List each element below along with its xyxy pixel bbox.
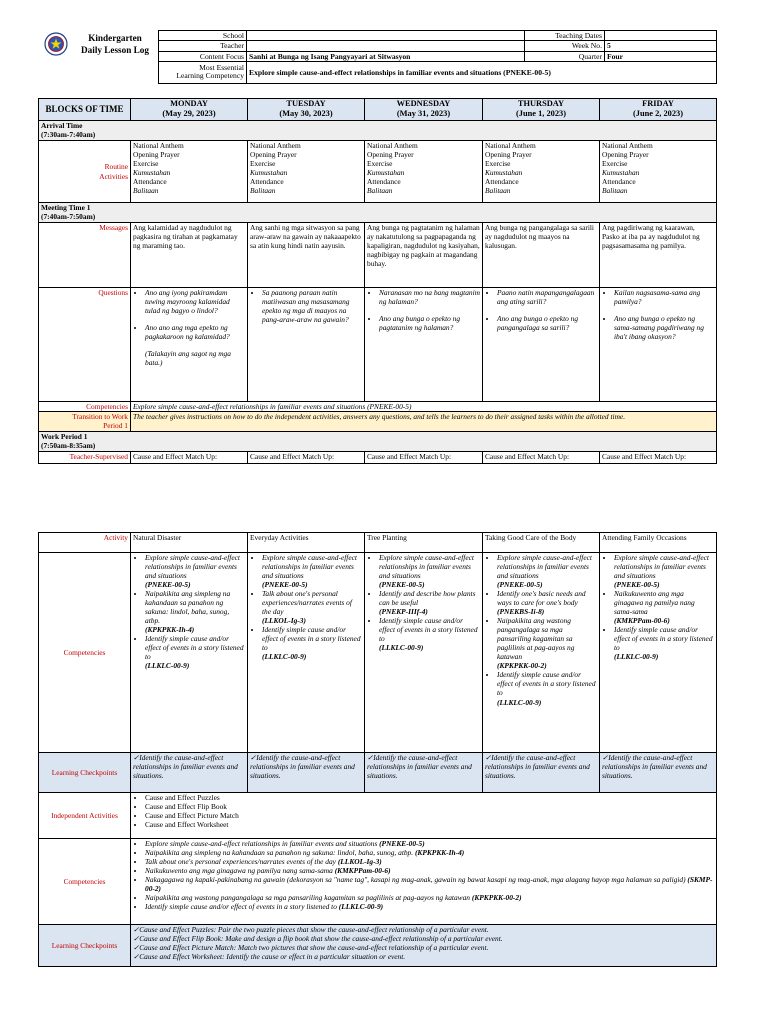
routine-cell-tuesday: [248, 141, 365, 203]
independent-label: Independent Activities: [39, 793, 131, 839]
week-value: 5: [605, 41, 717, 51]
competency-code: (LLKLC-00-9): [145, 661, 190, 671]
competency-text: Explore simple cause-and-effect relationships in familiar events and situations: [614, 553, 709, 581]
routine-item: Balitaan: [367, 186, 393, 196]
competency-code: (SKMP-00-2): [145, 875, 713, 894]
competencies2-tuesday: [248, 553, 365, 753]
competency-item: [145, 902, 714, 911]
section-label: Meeting Time 1: [41, 203, 91, 212]
work-period-row: [39, 432, 717, 452]
routine-item: Exercise: [367, 159, 393, 169]
quarter-value: Four: [605, 51, 717, 61]
competencies2-label: Competencies: [39, 553, 131, 753]
routine-item: Exercise: [250, 159, 276, 169]
competency-text: Talk about one's personal experiences/narrates events of the day: [145, 857, 336, 867]
checkpoint-item: ✓ Cause and Effect Flip Book: Make and design a flip book that show the cause-and-effect relationship of a particular event.: [133, 934, 714, 943]
checkpoint-item: ✓ Cause and Effect Puzzles: Pair the two puzzle pieces that show the cause-and-effect relationship of a particular event.: [133, 925, 714, 934]
competency-item: [614, 553, 714, 589]
routine-item: Balitaan: [250, 186, 276, 196]
school-label: School: [159, 31, 247, 41]
transition-value: The teacher gives instructions on how to do the independent activities, answers any questions, and tells the learners to do their assigned tasks within the allotted time.: [131, 412, 717, 432]
routine-item: Opening Prayer: [367, 150, 414, 160]
routine-cell-thursday: [483, 141, 600, 203]
activity-row: [39, 533, 717, 553]
transition-label-2: Period 1: [103, 421, 128, 431]
competency-item: [145, 875, 714, 893]
school-value: [247, 31, 525, 41]
day-header-tuesday: [248, 99, 365, 121]
independent-item: • Cause and Effect Worksheet: [145, 820, 714, 829]
routine-item: Balitaan: [133, 186, 159, 196]
competencies2-wednesday: [365, 553, 483, 753]
message-monday: Ang kalamidad ay nagdudulot ng pagkasira ng tirahan at pagkamatay ng maraming tao.: [131, 223, 248, 288]
checkpoints2-label: Learning Checkpoints: [39, 925, 131, 967]
activity-label: Activity: [39, 533, 131, 553]
competency-item: [379, 553, 480, 589]
competency-text: Identify simple cause and/or effect of events in a story listened to: [379, 616, 478, 644]
competency-code: (KPKPKK-00-2): [497, 661, 547, 671]
routine-item: Kumustahan: [602, 168, 640, 178]
checkpoint-friday: [600, 753, 717, 793]
message-thursday: Ang bunga ng pangangalaga sa sarili ay nagdudulot ng maayos na kalusugan.: [483, 223, 600, 288]
message-friday: Ang pagdiriwang ng kaarawan, Pasko at iba pa ay nagdudulot ng pagsasamasama ng pamilya.: [600, 223, 717, 288]
day-date: (May 31, 2023): [396, 109, 451, 119]
checkpoint-item: ✓ Identify the cause-and-effect relationships in familiar events and situations.: [602, 753, 714, 780]
section-time: (7:30am-7:40am): [41, 130, 96, 140]
competency-text: Identify and describe how plants can be useful: [379, 589, 476, 608]
competency-code: (KMKPPam-00-6): [614, 616, 670, 626]
checkpoint-item: ✓ Identify the cause-and-effect relationships in familiar events and situations.: [485, 753, 597, 780]
checkpoint-item: ✓ Cause and Effect Picture Match: Match two pictures that show the cause-and-effect relationship of a particular event.: [133, 943, 714, 952]
seal-icon: [44, 32, 68, 56]
checkpoint-item: ✓ Identify the cause-and-effect relationships in familiar events and situations.: [367, 753, 480, 780]
routine-item: National Anthem: [133, 141, 184, 150]
competencies-row: [39, 402, 717, 412]
competencies3-row: [39, 839, 717, 925]
routine-item: Kumustahan: [133, 168, 171, 178]
teacher-supervised-thursday: Cause and Effect Match Up:: [483, 452, 600, 464]
competency-text: Identify simple cause and/or effect of events in a story listened to: [145, 902, 337, 912]
checkpoints2-row: [39, 925, 717, 967]
content-focus-label: Content Focus: [159, 51, 247, 61]
checkpoint-thursday: [483, 753, 600, 793]
activity-monday: Natural Disaster: [131, 533, 248, 553]
day-name: FRIDAY: [642, 99, 674, 108]
competency-code: (PNEKE-00-5): [614, 580, 660, 590]
competency-item: [145, 866, 714, 875]
competencies-value: Explore simple cause-and-effect relationships in familiar events and situations (PNEKE-00-5): [131, 402, 717, 412]
competency-code: (PNEKBS-Ii-8): [497, 607, 545, 617]
day-header-wednesday: [365, 99, 483, 121]
routine-label-2: Activities: [99, 171, 128, 181]
teacher-supervised-wednesday: Cause and Effect Match Up:: [365, 452, 483, 464]
questions-wednesday: [365, 288, 483, 402]
dll-table-2: [38, 532, 717, 967]
checkpoints2-list: [131, 925, 717, 967]
competency-label-line-1: Most Essential: [199, 62, 244, 72]
checkpoint-item: ✓ Cause and Effect Worksheet: Identify the cause or effect in a particular situation or event.: [133, 952, 714, 961]
competency-item: [145, 553, 245, 589]
routine-item: Attendance: [602, 177, 636, 187]
competency-item: [145, 857, 714, 866]
competency-code: (KPKPKK-00-2): [471, 893, 522, 903]
content-focus-value: Sanhi at Bunga ng Isang Pangyayari at Sitwasyon: [247, 51, 525, 61]
routine-item: National Anthem: [485, 141, 536, 150]
routine-item: Kumustahan: [250, 168, 288, 178]
competency-item: [614, 589, 714, 625]
section-label: Work Period 1: [41, 432, 88, 442]
competency-item: [497, 553, 597, 589]
competencies2-friday: [600, 553, 717, 753]
teacher-value: [247, 41, 525, 51]
questions-tuesday: [248, 288, 365, 402]
day-header-monday: [131, 99, 248, 121]
transition-label-1: Transition to Work: [72, 412, 128, 422]
competencies-label: Competencies: [39, 402, 131, 412]
teacher-supervised-friday: Cause and Effect Match Up:: [600, 452, 717, 464]
routine-item: Attendance: [250, 177, 284, 187]
competency-text: Explore simple cause-and-effect relationships in familiar events and situations: [262, 553, 357, 581]
title-line-1: Kindergarten: [88, 33, 142, 43]
work-period-label: [39, 432, 717, 452]
question-item: • Ano ang bunga o epekto ng pangangalaga sa sarili?: [497, 314, 597, 332]
competency-text: Explore simple cause-and-effect relationships in familiar events and situations: [145, 553, 240, 581]
messages-row: [39, 223, 717, 288]
competency-text: Identify simple cause and/or effect of events in a story listened to: [145, 634, 244, 662]
routine-item: Opening Prayer: [485, 150, 532, 160]
competency-item: [497, 670, 597, 706]
question-item: • Ano ang bunga o epekto ng sama-samang pagdiriwang ng iba't ibang okasyon?: [614, 314, 714, 341]
activity-friday: Attending Family Occasions: [600, 533, 717, 553]
routine-item: Balitaan: [485, 186, 511, 196]
competency-value: Explore simple cause-and-effect relationships in familiar events and situations (PNEKE-00-5): [247, 61, 717, 83]
title-line-2: Daily Lesson Log: [81, 44, 149, 55]
question-item: • Paano natin mapangangalagaan ang ating sarili?: [497, 288, 597, 306]
question-item: • Ano ang bunga o epekto ng pagtatanim ng halaman?: [379, 314, 480, 332]
activity-thursday: Taking Good Care of the Body: [483, 533, 600, 553]
independent-item: • Cause and Effect Puzzles: [145, 793, 714, 802]
arrival-row: [39, 121, 717, 141]
transition-row: [39, 412, 717, 432]
section-time: (7:40am-7:50am): [41, 212, 96, 222]
competency-text: Naikukuwento ang mga ginagawa ng pamilya nang sama-sama: [145, 866, 333, 876]
competency-code: (LLKLC-00-9): [262, 652, 307, 662]
competency-code: (PNEKE-00-5): [379, 580, 425, 590]
routine-item: Opening Prayer: [602, 150, 649, 160]
section-label: Arrival Time: [41, 121, 83, 130]
questions-friday: [600, 288, 717, 402]
competency-item: [145, 589, 245, 634]
competency-code: (PNEKE-00-5): [379, 839, 425, 848]
competency-code: (KPKPKK-Ih-4): [145, 625, 195, 635]
competency-item: [145, 848, 714, 857]
competency-code: (LLKOL-Ig-3): [262, 616, 306, 626]
routine-item: Exercise: [133, 159, 159, 169]
day-date: (May 30, 2023): [279, 109, 333, 119]
competencies2-thursday: [483, 553, 600, 753]
routine-item: Attendance: [133, 177, 167, 187]
routine-item: National Anthem: [602, 141, 653, 150]
routine-item: Attendance: [367, 177, 401, 187]
competency-code: (LLKLC-00-9): [379, 643, 424, 653]
competency-item: [145, 634, 245, 670]
routine-cell-wednesday: [365, 141, 483, 203]
competency-code: (LLKLC-00-9): [338, 902, 384, 912]
routine-item: Kumustahan: [485, 168, 523, 178]
checkpoints-label: Learning Checkpoints: [39, 753, 131, 793]
meeting-row: [39, 203, 717, 223]
competency-text: Naikukuwento ang mga ginagawa ng pamilya nang sama-sama: [614, 589, 695, 617]
checkpoints-row: [39, 753, 717, 793]
meeting-time-label: [39, 203, 717, 223]
competency-code: (PNEKE-00-5): [497, 580, 543, 590]
blocks-of-time-label: BLOCKS OF TIME: [39, 99, 131, 121]
message-tuesday: Ang sanhi ng mga sitwasyon sa pang araw-araw na gawain ay nakaaapekto sa atin kung hindi natin aayusin.: [248, 223, 365, 288]
competency-code: (LLKOL-Ig-3): [337, 857, 382, 867]
competency-text: Explore simple cause-and-effect relationships in familiar events and situations: [145, 839, 378, 848]
teaching-dates-value: [605, 31, 717, 41]
teacher-label: Teacher: [159, 41, 247, 51]
question-item: • Kailan nagsasama-sama ang pamilya?: [614, 288, 714, 306]
routine-row: [39, 141, 717, 203]
competency-code: (PNEKE-00-5): [262, 580, 308, 590]
competency-code: (LLKLC-00-9): [614, 652, 659, 662]
header-table: [158, 30, 717, 84]
messages-label: Messages: [39, 223, 131, 288]
questions-label: Questions: [39, 288, 131, 402]
activity-tuesday: Everyday Activities: [248, 533, 365, 553]
competency-item: [262, 625, 362, 661]
routine-item: Opening Prayer: [133, 150, 180, 160]
routine-item: Exercise: [602, 159, 628, 169]
routine-item: National Anthem: [250, 141, 301, 150]
routine-item: Kumustahan: [367, 168, 405, 178]
day-date: (June 2, 2023): [632, 109, 684, 119]
competencies2-monday: [131, 553, 248, 753]
independent-item: • Cause and Effect Picture Match: [145, 811, 714, 820]
competency-item: [379, 589, 480, 616]
question-item: • Ano ang iyong pakiramdam tuwing mayroong kalamidad tulad ng bagyo o lindol?: [145, 288, 245, 315]
routine-item: Opening Prayer: [250, 150, 297, 160]
competency-item: [262, 589, 362, 625]
competency-label: [159, 61, 247, 83]
day-name: WEDNESDAY: [396, 99, 451, 108]
routine-cell-monday: [131, 141, 248, 203]
competency-item: [379, 616, 480, 652]
checkpoint-item: ✓ Identify the cause-and-effect relationships in familiar events and situations.: [250, 753, 362, 780]
competency-item: [262, 553, 362, 589]
independent-item: • Cause and Effect Flip Book: [145, 802, 714, 811]
day-date: (June 1, 2023): [515, 109, 567, 119]
competency-text: Naipakikita ang wastong pangangalaga sa mga pansariling kagamitan sa paglilinis at pag-aayos ng katawan: [145, 893, 470, 903]
activity-wednesday: Tree Planting: [365, 533, 483, 553]
independent-list: [131, 793, 717, 839]
questions-thursday: [483, 288, 600, 402]
competency-item: [145, 893, 714, 902]
questions-note: (Talakayin ang sagot ng mga bata.): [145, 349, 231, 368]
checkpoint-tuesday: [248, 753, 365, 793]
teacher-supervised-monday: Cause and Effect Match Up:: [131, 452, 248, 464]
routine-item: Exercise: [485, 159, 511, 169]
day-date: (May 29, 2023): [162, 109, 216, 119]
teacher-supervised-tuesday: Cause and Effect Match Up:: [248, 452, 365, 464]
day-name: THURSDAY: [517, 99, 565, 108]
competency-text: Identify simple cause and/or effect of events in a story listened to: [497, 670, 596, 698]
deped-seal: [44, 32, 68, 56]
competency-code: (KPKPKK-Ih-4): [414, 848, 465, 858]
question-item: • Sa paanong paraan natin matiiwasan ang masasamang epekto ng mga di maayos na pang-araw-araw na gawain?: [262, 288, 362, 324]
competency-text: Identify one's basic needs and ways to care for one's body: [497, 589, 586, 608]
competency-text: Identify simple cause and/or effect of events in a story listened to: [614, 625, 713, 653]
arrival-time-label: [39, 121, 717, 141]
teacher-supervised-row: [39, 452, 717, 464]
log-title: [72, 33, 158, 56]
day-header-friday: [600, 99, 717, 121]
competency-item: [497, 589, 597, 616]
question-item: • Naranasan mo na bang magtanim ng halaman?: [379, 288, 480, 306]
competencies3-label: Competencies: [39, 839, 131, 925]
day-name: TUESDAY: [286, 99, 326, 108]
transition-label: [39, 412, 131, 432]
checkpoint-wednesday: [365, 753, 483, 793]
routine-cell-friday: [600, 141, 717, 203]
competency-text: Explore simple cause-and-effect relationships in familiar events and situations: [379, 553, 474, 581]
message-wednesday: Ang bunga ng pagtatanim ng halaman ay nakatutulong sa pagpapaganda ng kapaligiran, nagdudulot ng kasiyahan, nagbibigay ng pagkain at magandang buhay.: [365, 223, 483, 288]
competency-text: Talk about one's personal experiences/narrates events of the day: [262, 589, 352, 617]
checkpoint-monday: [131, 753, 248, 793]
question-item: • Ano ano ang mga epekto ng pagkakaroon ng kalamidad?: [145, 323, 245, 341]
competency-text: Naipakikita ang simpleng na kahandaan sa panahon ng sakuna: lindol, baha, sunog, atbp.: [145, 589, 231, 626]
competency-text: Nakagagawa ng kapaki-pakinabang na gawain (dekorasyon sa "name tag", kasapi ng mag-anak, gawain ng bawat kasapi ng mag-anak, mga alagang hayop mga halaman sa paligid): [145, 875, 686, 885]
day-name: MONDAY: [170, 99, 208, 108]
competency-text: Identify simple cause and/or effect of events in a story listened to: [262, 625, 361, 653]
competency-item: [497, 616, 597, 670]
competency-text: Explore simple cause-and-effect relationships in familiar events and situations: [497, 553, 592, 581]
routine-item: National Anthem: [367, 141, 418, 150]
questions-row: [39, 288, 717, 402]
competencies2-row: [39, 553, 717, 753]
questions-monday: [131, 288, 248, 402]
independent-row: [39, 793, 717, 839]
competencies3-list: [131, 839, 717, 925]
routine-item: Attendance: [485, 177, 519, 187]
day-header-thursday: [483, 99, 600, 121]
teaching-dates-label: Teaching Dates: [525, 31, 605, 41]
checkpoint-item: ✓ Identify the cause-and-effect relationships in familiar events and situations.: [133, 753, 245, 780]
competency-code: (LLKLC-00-9): [497, 697, 542, 707]
competency-code: (PNEKE-00-5): [145, 580, 191, 590]
competency-text: Naipakikita ang wastong pangangalaga sa mga pansariling kagamitan sa paglilinis at pag-aayos ng katawan: [497, 616, 575, 662]
competency-item: [145, 839, 714, 848]
dll-table-1: [38, 98, 717, 464]
competency-text: Naipakikita ang simpleng na kahandaan sa panahon ng sakuna: lindol, baha, sunog, atbp.: [145, 848, 414, 858]
section-time: (7:50am-8:35am): [41, 441, 96, 451]
teacher-supervised-label: Teacher-Supervised: [39, 452, 131, 464]
competency-code: (PNEKP-IIIf-4): [379, 607, 428, 617]
competency-label-line-2: Learning Competency: [176, 71, 244, 81]
routine-item: Balitaan: [602, 186, 628, 196]
competency-code: (KMKPPam-00-6): [334, 866, 391, 876]
quarter-label: Quarter: [525, 51, 605, 61]
routine-label: [39, 141, 131, 203]
competency-item: [614, 625, 714, 661]
days-header-row: [39, 99, 717, 121]
routine-label-1: Routine: [104, 162, 128, 172]
week-label: Week No.: [525, 41, 605, 51]
